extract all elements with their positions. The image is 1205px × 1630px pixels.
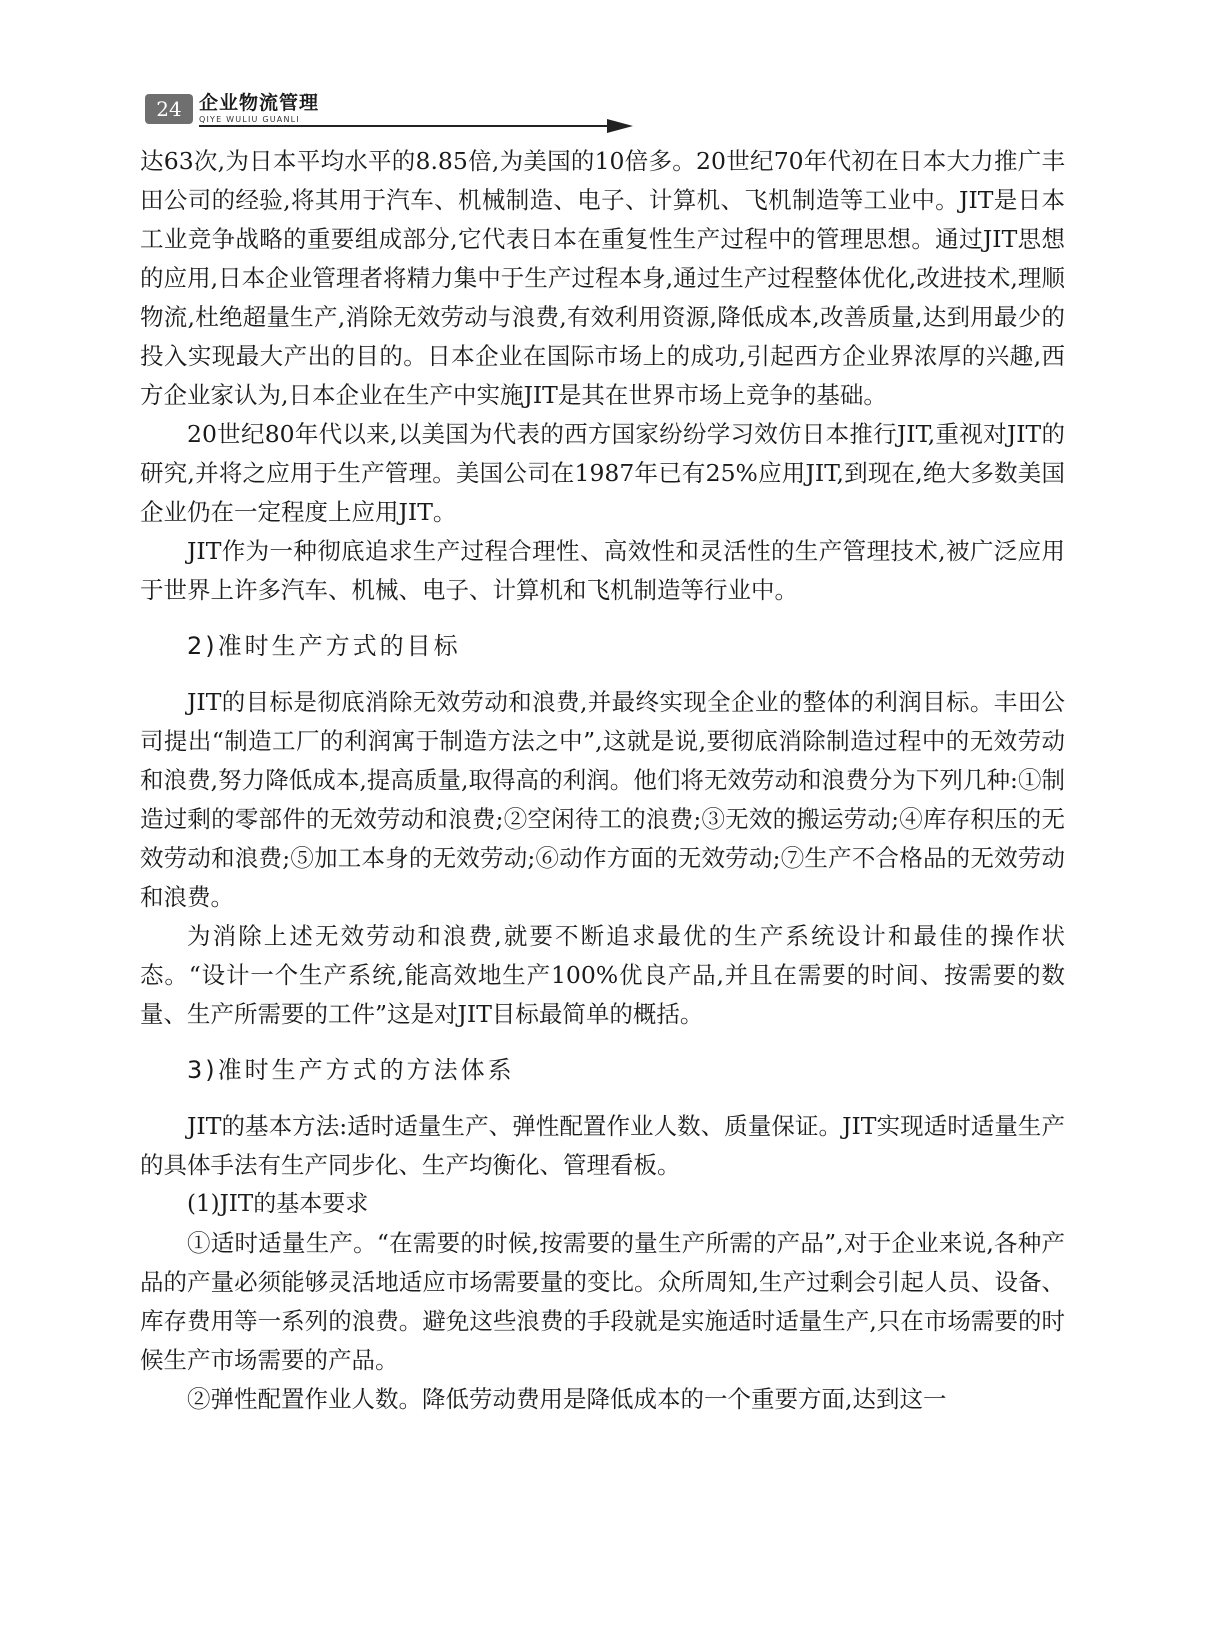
running-header <box>145 88 635 128</box>
header-arrow-icon <box>607 119 633 133</box>
page-body <box>140 142 1065 1419</box>
paragraph: JIT的基本方法:适时适量生产、弹性配置作业人数、质量保证。JIT实现适时适量生产的具体手法有生产同步化、生产均衡化、管理看板。 <box>140 1112 1065 1179</box>
paragraph: ①适时适量生产。“在需要的时候,按需要的量生产所需的产品”,对于企业来说,各种产品的产量必须能够灵活地适应市场需要量的变比。众所周知,生产过剩会引起人员、设备、库存费用等一系列的浪费。避免这些浪费的手段就是实施适时适量生产,只在市场需要的时候生产市场需要的产品。 <box>140 1229 1066 1374</box>
paragraph: 达63次,为日本平均水平的8.85倍,为美国的10倍多。20世纪70年代初在日本大力推广丰田公司的经验,将其用于汽车、机械制造、电子、计算机、飞机制造等工业中。JIT是日本工业竞争战略的重要组成部分,它代表日本在重复性生产过程中的管理思想。通过JIT思想的应用,日本企业管理者将精力集中于生产过程本身,通过生产过程整体优化,改进技术,理顺物流,杜绝超量生产,消除无效劳动与浪费,有效利用资源,降低成本,改善质量,达到用最少的投入实现最大产出的目的。日本企业在国际市场上的成功,引起西方企业界浓厚的兴趣,西方企业家认为,日本企业在生产中实施JIT是其在世界市场上竞争的基础。 <box>140 147 1065 409</box>
subsection-heading: (1)JIT的基本要求 <box>187 1191 369 1217</box>
paragraph: 为消除上述无效劳动和浪费,就要不断追求最优的生产系统设计和最佳的操作状态。“设计一个生产系统,能高效地生产100%优良产品,并且在需要的时间、按需要的数量、生产所需要的工件”这是对JIT目标最简单的概括。 <box>140 922 1065 1028</box>
section-heading: 2)准时生产方式的目标 <box>187 632 461 660</box>
paragraph: 20世纪80年代以来,以美国为代表的西方国家纷纷学习效仿日本推行JIT,重视对JIT的研究,并将之应用于生产管理。美国公司在1987年已有25%应用JIT,到现在,绝大多数美国企业仍在一定程度上应用JIT。 <box>140 420 1065 526</box>
section-heading: 3)准时生产方式的方法体系 <box>187 1056 515 1084</box>
page-number-badge: 24 <box>145 94 193 124</box>
paragraph: JIT作为一种彻底追求生产过程合理性、高效性和灵活性的生产管理技术,被广泛应用于世界上许多汽车、机械、电子、计算机和飞机制造等行业中。 <box>140 537 1065 604</box>
header-rule <box>199 125 611 127</box>
paragraph: JIT的目标是彻底消除无效劳动和浪费,并最终实现全企业的整体的利润目标。丰田公司提出“制造工厂的利润寓于制造方法之中”,这就是说,要彻底消除制造过程中的无效劳动和浪费,努力降低成本,提高质量,取得高的利润。他们将无效劳动和浪费分为下列几种:①制造过剩的零部件的无效劳动和浪费;②空闲待工的浪费;③无效的搬运劳动;④库存积压的无效劳动和浪费;⑤加工本身的无效劳动;⑥动作方面的无效劳动;⑦生产不合格品的无效劳动和浪费。 <box>140 688 1065 911</box>
book-title-pinyin: QIYE WULIU GUANLI <box>199 115 300 124</box>
book-title: 企业物流管理 <box>199 92 320 114</box>
paragraph: ②弹性配置作业人数。降低劳动费用是降低成本的一个重要方面,达到这一 <box>187 1385 947 1413</box>
